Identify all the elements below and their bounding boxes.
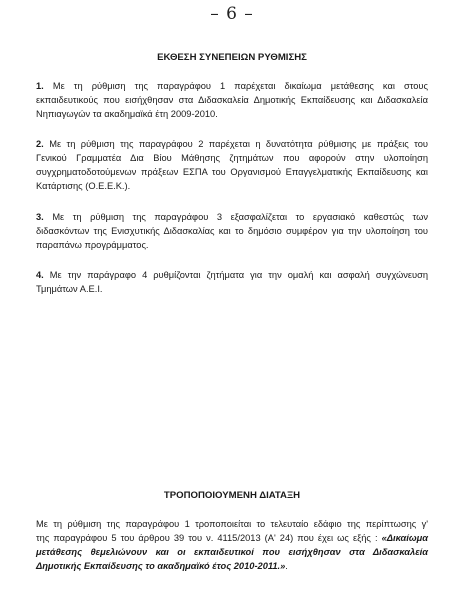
paragraph-amended-provision: Με τη ρύθμιση της παραγράφου 1 τροποποιείται το τελευταίο εδάφιο της περίπτωσης γ' της παραγράφου 5 του άρθρου 39 του ν. 4115/2013 (Α' 24) που έχει ως εξής : «Δικαίωμα μετάθεσης θεμελιώνουν και οι εκπαιδευτικοί που εισήχθησαν στα Διδασκαλεία Δημοτικής Εκπαίδευσης το ακαδημαϊκό έτος 2010-2011.». (36, 519, 428, 571)
page-number: – 6 – (210, 4, 254, 24)
paragraph-item-1: 1. Με τη ρύθμιση της παραγράφου 1 παρέχεται δικαίωμα μετάθεσης και στους εκπαιδευτικούς που εισήχθησαν στα Διδασκαλεία Δημοτικής Εκπαίδευσης και Διδασκαλεία Νηπιαγωγών τα ακαδημαϊκά έτη 2009-2010. (36, 81, 428, 119)
item-number: 1. (36, 81, 44, 91)
item-number: 4. (36, 270, 44, 280)
section-title-impact-report: ΕΚΘΕΣΗ ΣΥΝΕΠΕΙΩΝ ΡΥΘΜΙΣΗΣ (157, 52, 307, 63)
paragraph-item-3: 3. Με τη ρύθμιση της παραγράφου 3 εξασφαλίζεται το εργασιακό καθεστώς των διδασκόντων της Ενισχυτικής Διδασκαλίας και το δημόσιο συμφέρον για την υλοποίηση του παραπάνω προγράμματος. (36, 212, 428, 250)
paragraph-item-4: 4. Με την παράγραφο 4 ρυθμίζονται ζητήματα για την ομαλή και ασφαλή συγχώνευση Τμημάτων Α.Ε.Ι. (36, 270, 428, 294)
paragraph-item-2: 2. Με τη ρύθμιση της παραγράφου 2 παρέχεται η δυνατότητα ρύθμισης με πράξεις του Γενικού Γραμματέα Δια Βίου Μάθησης ζητημάτων που αφορούν στην υλοποίηση συγχρηματοδοτούμενων πράξεων ΕΣΠΑ του Οργανισμού Επαγγελματικής Εκπαίδευσης και Κατάρτισης (Ο.Ε.Ε.Κ.). (36, 139, 428, 191)
item-number: 2. (36, 139, 44, 149)
section-title-amended-provision: ΤΡΟΠΟΠΟΙΟΥΜΕΝΗ ΔΙΑΤΑΞΗ (163, 490, 301, 501)
item-number: 3. (36, 212, 44, 222)
